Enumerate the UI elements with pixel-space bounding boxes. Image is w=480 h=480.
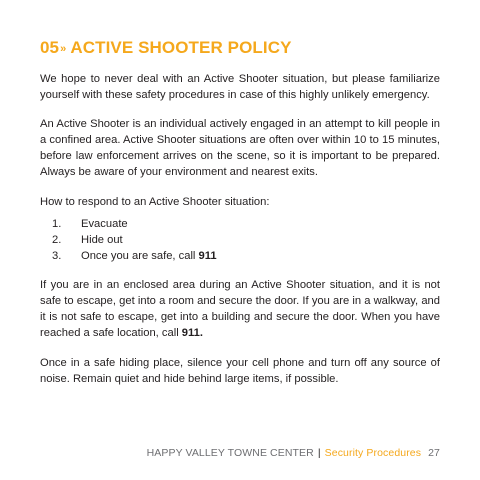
intro-paragraph: We hope to never deal with an Active Shooter situation, but please familiarize yourself with these safety procedures in case of this highly unlikely emergency. [40, 73, 440, 101]
how-to-respond-label: How to respond to an Active Shooter situation: [40, 196, 270, 208]
list-item [52, 216, 440, 232]
section-heading [40, 38, 440, 58]
section-number: 05 [40, 38, 60, 57]
publisher-name: HAPPY VALLEY TOWNE CENTER [146, 447, 314, 459]
list-item [52, 248, 440, 264]
page-number: 27 [428, 447, 440, 459]
enclosed-area-paragraph: If you are in an enclosed area during an Active Shooter situation, and it is not safe to escape, get into a room and secure the door. If you are in a walkway, and it is not safe to escape, get into a building and secure the door. When you have reached a safe location, call 911. [40, 279, 440, 339]
list-item-number: 3. [52, 250, 62, 262]
footer-separator: | [317, 447, 321, 459]
list-item-number: 1. [52, 218, 62, 230]
section-title: ACTIVE SHOOTER POLICY [70, 38, 292, 57]
list-item-number: 2. [52, 234, 62, 246]
list-item [52, 232, 440, 248]
response-steps-list [40, 216, 440, 264]
definition-paragraph: An Active Shooter is an individual actively engaged in an attempt to kill people in a confined area. Active Shooter situations are often over within 10 to 15 minutes, before law enforcement arrives on the scene, so it is important to be prepared. Always be aware of your environment and nearest exits. [40, 118, 440, 178]
list-item-text: Evacuate [81, 218, 128, 230]
chevron-icon: » [60, 43, 67, 55]
list-item-text: Once you are safe, call 911 [81, 250, 217, 262]
hiding-paragraph: Once in a safe hiding place, silence your cell phone and turn off any source of noise. Remain quiet and hide behind large items, if possible. [40, 357, 440, 385]
page-footer [147, 447, 440, 459]
list-item-text: Hide out [81, 234, 123, 246]
footer-section-name: Security Procedures [324, 447, 422, 459]
